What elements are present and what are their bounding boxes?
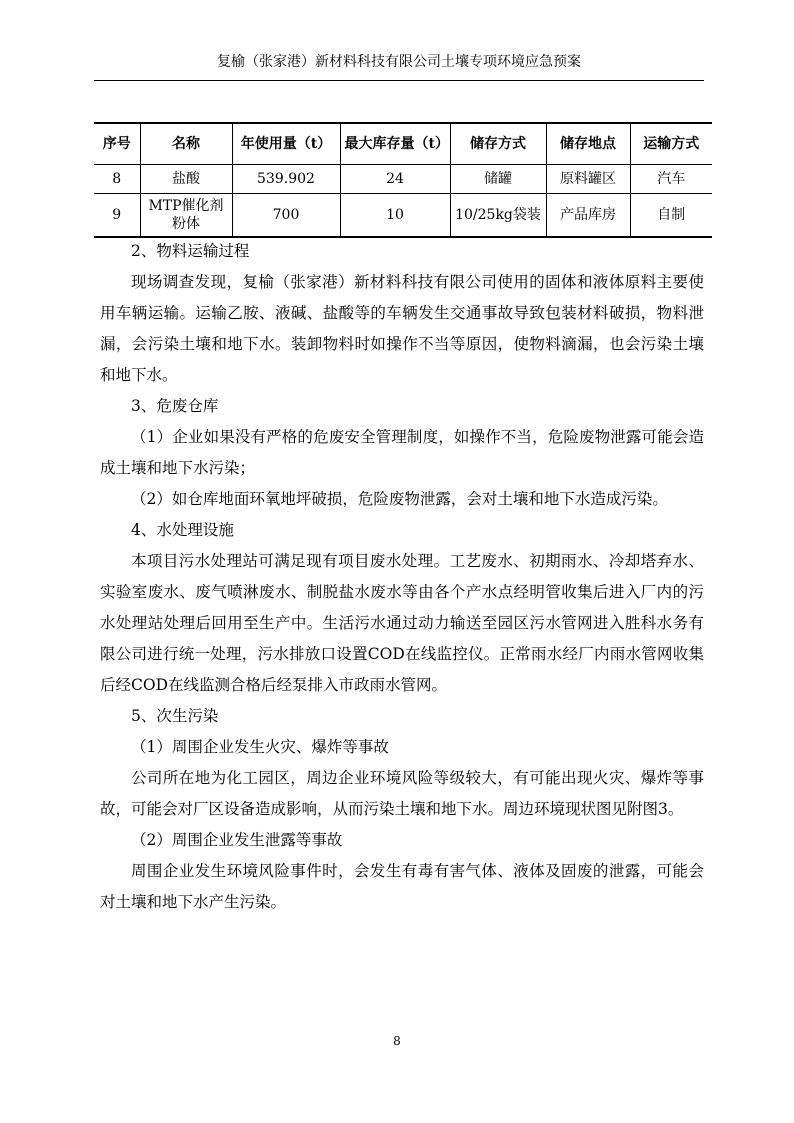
document-body [100,236,704,918]
table-cell: 储罐 [450,165,546,194]
table-header-cell: 运输方式 [630,123,712,165]
section-heading: 5、次生污染 [131,707,219,725]
table-cell: 10/25kg袋装 [450,194,546,238]
table-header-row [94,123,712,165]
body-paragraph: 公司所在地为化工园区，周边企业环境风险等级较大，有可能出现火灾、爆炸等事故，可能会对厂区设备造成影响，从而污染土壤和地下水。周边环境现状图见附图3。 [100,769,704,818]
body-paragraph: （2）如仓库地面环氧地坪破损，危险废物泄露，会对土壤和地下水造成污染。 [131,490,668,508]
sub-heading: （1）周围企业发生火灾、爆炸等事故 [131,738,389,756]
sub-heading: （2）周围企业发生泄露等事故 [131,831,343,849]
table-cell: 原料罐区 [546,165,630,194]
table-cell: 产品库房 [546,194,630,238]
table-header-cell: 储存方式 [450,123,546,165]
table-cell: 539.902 [232,165,340,194]
table-cell: 汽车 [630,165,712,194]
table-cell: MTP催化剂粉体 [140,194,232,238]
body-paragraph: 现场调查发现，复榆（张家港）新材料科技有限公司使用的固体和液体原料主要使用车辆运输。运输乙胺、液碱、盐酸等的车辆发生交通事故导致包装材料破损，物料泄漏，会污染土壤和地下水。装卸物料时如操作不当等原因，使物料滴漏，也会污染土壤和地下水。 [100,273,704,384]
section-heading: 3、危废仓库 [131,397,219,415]
body-paragraph: 本项目污水处理站可满足现有项目废水处理。工艺废水、初期雨水、冷却塔弃水、实验室废水、废气喷淋废水、制脱盐水废水等由各个产水点经明管收集后进入厂内的污水处理站处理后回用至生产中。生活污水通过动力输送至园区污水管网进入胜科水务有限公司进行统一处理，污水排放口设置COD在线监控仪。正常雨水经厂内雨水管网收集后经COD在线监测合格后经泵排入市政雨水管网。 [100,552,704,694]
section-heading: 4、水处理设施 [131,521,234,539]
table-header-cell: 序号 [94,123,140,165]
materials-table [94,122,712,238]
table-row [94,165,712,194]
table-header-cell: 储存地点 [546,123,630,165]
header-divider [94,80,704,81]
table-row [94,194,712,238]
body-paragraph: 周围企业发生环境风险事件时，会发生有毒有害气体、液体及固废的泄露，可能会对土壤和地下水产生污染。 [100,862,704,911]
table-header-cell: 年使用量（t） [232,123,340,165]
page-number: 8 [393,1034,401,1048]
table-cell: 盐酸 [140,165,232,194]
section-heading: 2、物料运输过程 [131,242,250,260]
table-cell: 24 [340,165,450,194]
body-paragraph: （1）企业如果没有严格的危废安全管理制度，如操作不当，危险废物泄露可能会造成土壤和地下水污染； [100,428,704,477]
table-cell: 10 [340,194,450,238]
table-cell: 自制 [630,194,712,238]
table-header-cell: 名称 [140,123,232,165]
table-cell: 8 [94,165,140,194]
table-cell: 700 [232,194,340,238]
page-header: 复榆（张家港）新材料科技有限公司土壤专项环境应急预案 [217,54,581,70]
table-header-cell: 最大库存量（t） [340,123,450,165]
table-cell: 9 [94,194,140,238]
